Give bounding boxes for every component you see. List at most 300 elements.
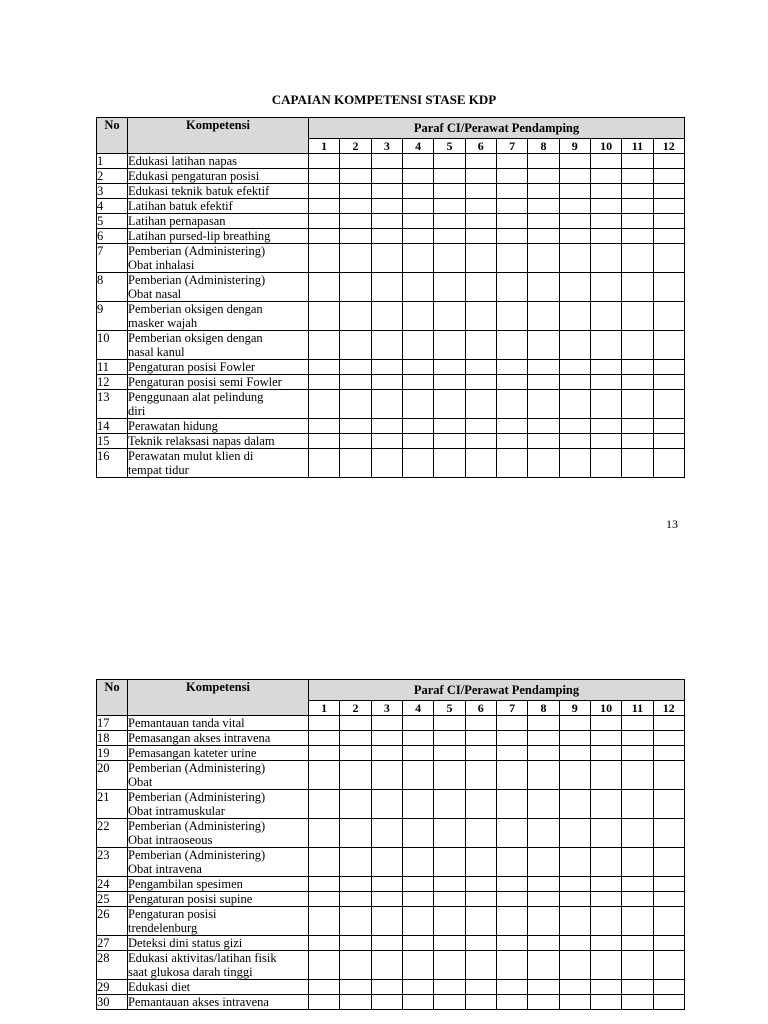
signature-cell[interactable] xyxy=(528,819,559,848)
signature-cell[interactable] xyxy=(371,980,402,995)
signature-cell[interactable] xyxy=(402,302,433,331)
signature-cell[interactable] xyxy=(371,731,402,746)
signature-cell[interactable] xyxy=(371,229,402,244)
signature-cell[interactable] xyxy=(496,154,527,169)
signature-cell[interactable] xyxy=(340,980,371,995)
signature-cell[interactable] xyxy=(340,360,371,375)
signature-cell[interactable] xyxy=(653,980,684,995)
signature-cell[interactable] xyxy=(590,819,621,848)
signature-cell[interactable] xyxy=(590,244,621,273)
signature-cell[interactable] xyxy=(340,746,371,761)
signature-cell[interactable] xyxy=(559,244,590,273)
signature-cell[interactable] xyxy=(371,449,402,478)
signature-cell[interactable] xyxy=(434,419,465,434)
signature-cell[interactable] xyxy=(434,302,465,331)
signature-cell[interactable] xyxy=(402,716,433,731)
signature-cell[interactable] xyxy=(309,184,340,199)
signature-cell[interactable] xyxy=(434,154,465,169)
signature-cell[interactable] xyxy=(309,244,340,273)
signature-cell[interactable] xyxy=(559,169,590,184)
signature-cell[interactable] xyxy=(340,229,371,244)
signature-cell[interactable] xyxy=(559,331,590,360)
signature-cell[interactable] xyxy=(434,716,465,731)
signature-cell[interactable] xyxy=(465,819,496,848)
signature-cell[interactable] xyxy=(465,716,496,731)
signature-cell[interactable] xyxy=(340,244,371,273)
signature-cell[interactable] xyxy=(434,273,465,302)
signature-cell[interactable] xyxy=(622,761,653,790)
signature-cell[interactable] xyxy=(590,877,621,892)
signature-cell[interactable] xyxy=(622,154,653,169)
signature-cell[interactable] xyxy=(309,716,340,731)
signature-cell[interactable] xyxy=(309,746,340,761)
signature-cell[interactable] xyxy=(590,390,621,419)
signature-cell[interactable] xyxy=(309,761,340,790)
signature-cell[interactable] xyxy=(496,746,527,761)
signature-cell[interactable] xyxy=(402,360,433,375)
signature-cell[interactable] xyxy=(402,169,433,184)
signature-cell[interactable] xyxy=(559,790,590,819)
signature-cell[interactable] xyxy=(402,907,433,936)
signature-cell[interactable] xyxy=(465,848,496,877)
signature-cell[interactable] xyxy=(496,273,527,302)
signature-cell[interactable] xyxy=(559,892,590,907)
signature-cell[interactable] xyxy=(496,819,527,848)
signature-cell[interactable] xyxy=(559,761,590,790)
signature-cell[interactable] xyxy=(622,892,653,907)
signature-cell[interactable] xyxy=(653,995,684,1010)
signature-cell[interactable] xyxy=(653,273,684,302)
signature-cell[interactable] xyxy=(371,790,402,819)
signature-cell[interactable] xyxy=(402,761,433,790)
signature-cell[interactable] xyxy=(653,761,684,790)
signature-cell[interactable] xyxy=(402,449,433,478)
signature-cell[interactable] xyxy=(309,214,340,229)
signature-cell[interactable] xyxy=(340,936,371,951)
signature-cell[interactable] xyxy=(496,892,527,907)
signature-cell[interactable] xyxy=(653,360,684,375)
signature-cell[interactable] xyxy=(371,907,402,936)
signature-cell[interactable] xyxy=(559,877,590,892)
signature-cell[interactable] xyxy=(559,951,590,980)
signature-cell[interactable] xyxy=(622,199,653,214)
signature-cell[interactable] xyxy=(559,419,590,434)
signature-cell[interactable] xyxy=(622,449,653,478)
signature-cell[interactable] xyxy=(309,819,340,848)
signature-cell[interactable] xyxy=(371,716,402,731)
signature-cell[interactable] xyxy=(434,746,465,761)
signature-cell[interactable] xyxy=(371,244,402,273)
signature-cell[interactable] xyxy=(340,434,371,449)
signature-cell[interactable] xyxy=(340,331,371,360)
signature-cell[interactable] xyxy=(528,848,559,877)
signature-cell[interactable] xyxy=(496,375,527,390)
signature-cell[interactable] xyxy=(653,790,684,819)
signature-cell[interactable] xyxy=(653,419,684,434)
signature-cell[interactable] xyxy=(528,877,559,892)
signature-cell[interactable] xyxy=(402,936,433,951)
signature-cell[interactable] xyxy=(559,746,590,761)
signature-cell[interactable] xyxy=(371,892,402,907)
signature-cell[interactable] xyxy=(309,951,340,980)
signature-cell[interactable] xyxy=(590,716,621,731)
signature-cell[interactable] xyxy=(528,360,559,375)
signature-cell[interactable] xyxy=(340,951,371,980)
signature-cell[interactable] xyxy=(434,731,465,746)
signature-cell[interactable] xyxy=(465,419,496,434)
signature-cell[interactable] xyxy=(622,302,653,331)
signature-cell[interactable] xyxy=(528,169,559,184)
signature-cell[interactable] xyxy=(559,360,590,375)
signature-cell[interactable] xyxy=(590,331,621,360)
signature-cell[interactable] xyxy=(371,199,402,214)
signature-cell[interactable] xyxy=(528,244,559,273)
signature-cell[interactable] xyxy=(309,331,340,360)
signature-cell[interactable] xyxy=(622,877,653,892)
signature-cell[interactable] xyxy=(309,449,340,478)
signature-cell[interactable] xyxy=(622,936,653,951)
signature-cell[interactable] xyxy=(622,746,653,761)
signature-cell[interactable] xyxy=(496,907,527,936)
signature-cell[interactable] xyxy=(371,761,402,790)
signature-cell[interactable] xyxy=(496,229,527,244)
signature-cell[interactable] xyxy=(402,980,433,995)
signature-cell[interactable] xyxy=(371,302,402,331)
signature-cell[interactable] xyxy=(465,273,496,302)
signature-cell[interactable] xyxy=(590,892,621,907)
signature-cell[interactable] xyxy=(528,273,559,302)
signature-cell[interactable] xyxy=(559,184,590,199)
signature-cell[interactable] xyxy=(309,273,340,302)
signature-cell[interactable] xyxy=(496,790,527,819)
signature-cell[interactable] xyxy=(309,419,340,434)
signature-cell[interactable] xyxy=(371,819,402,848)
signature-cell[interactable] xyxy=(559,390,590,419)
signature-cell[interactable] xyxy=(465,731,496,746)
signature-cell[interactable] xyxy=(528,995,559,1010)
signature-cell[interactable] xyxy=(371,273,402,302)
signature-cell[interactable] xyxy=(371,434,402,449)
signature-cell[interactable] xyxy=(528,936,559,951)
signature-cell[interactable] xyxy=(340,169,371,184)
signature-cell[interactable] xyxy=(590,360,621,375)
signature-cell[interactable] xyxy=(590,214,621,229)
signature-cell[interactable] xyxy=(340,790,371,819)
signature-cell[interactable] xyxy=(496,848,527,877)
signature-cell[interactable] xyxy=(622,331,653,360)
signature-cell[interactable] xyxy=(528,951,559,980)
signature-cell[interactable] xyxy=(371,995,402,1010)
signature-cell[interactable] xyxy=(590,761,621,790)
signature-cell[interactable] xyxy=(528,761,559,790)
signature-cell[interactable] xyxy=(465,229,496,244)
signature-cell[interactable] xyxy=(402,848,433,877)
signature-cell[interactable] xyxy=(309,892,340,907)
signature-cell[interactable] xyxy=(309,154,340,169)
signature-cell[interactable] xyxy=(465,761,496,790)
signature-cell[interactable] xyxy=(622,214,653,229)
signature-cell[interactable] xyxy=(434,907,465,936)
signature-cell[interactable] xyxy=(402,154,433,169)
signature-cell[interactable] xyxy=(434,761,465,790)
signature-cell[interactable] xyxy=(496,302,527,331)
signature-cell[interactable] xyxy=(653,434,684,449)
signature-cell[interactable] xyxy=(590,273,621,302)
signature-cell[interactable] xyxy=(371,951,402,980)
signature-cell[interactable] xyxy=(622,375,653,390)
signature-cell[interactable] xyxy=(590,980,621,995)
signature-cell[interactable] xyxy=(465,995,496,1010)
signature-cell[interactable] xyxy=(465,746,496,761)
signature-cell[interactable] xyxy=(622,244,653,273)
signature-cell[interactable] xyxy=(496,214,527,229)
signature-cell[interactable] xyxy=(590,199,621,214)
signature-cell[interactable] xyxy=(434,214,465,229)
signature-cell[interactable] xyxy=(340,716,371,731)
signature-cell[interactable] xyxy=(622,790,653,819)
signature-cell[interactable] xyxy=(559,375,590,390)
signature-cell[interactable] xyxy=(653,244,684,273)
signature-cell[interactable] xyxy=(434,995,465,1010)
signature-cell[interactable] xyxy=(340,273,371,302)
signature-cell[interactable] xyxy=(371,746,402,761)
signature-cell[interactable] xyxy=(371,331,402,360)
signature-cell[interactable] xyxy=(653,951,684,980)
signature-cell[interactable] xyxy=(622,419,653,434)
signature-cell[interactable] xyxy=(371,360,402,375)
signature-cell[interactable] xyxy=(402,419,433,434)
signature-cell[interactable] xyxy=(434,819,465,848)
signature-cell[interactable] xyxy=(465,790,496,819)
signature-cell[interactable] xyxy=(340,419,371,434)
signature-cell[interactable] xyxy=(528,199,559,214)
signature-cell[interactable] xyxy=(559,229,590,244)
signature-cell[interactable] xyxy=(559,199,590,214)
signature-cell[interactable] xyxy=(622,229,653,244)
signature-cell[interactable] xyxy=(559,302,590,331)
signature-cell[interactable] xyxy=(653,331,684,360)
signature-cell[interactable] xyxy=(559,936,590,951)
signature-cell[interactable] xyxy=(465,877,496,892)
signature-cell[interactable] xyxy=(496,877,527,892)
signature-cell[interactable] xyxy=(653,390,684,419)
signature-cell[interactable] xyxy=(528,184,559,199)
signature-cell[interactable] xyxy=(465,375,496,390)
signature-cell[interactable] xyxy=(496,449,527,478)
signature-cell[interactable] xyxy=(622,951,653,980)
signature-cell[interactable] xyxy=(465,449,496,478)
signature-cell[interactable] xyxy=(340,390,371,419)
signature-cell[interactable] xyxy=(434,877,465,892)
signature-cell[interactable] xyxy=(402,731,433,746)
signature-cell[interactable] xyxy=(371,169,402,184)
signature-cell[interactable] xyxy=(653,746,684,761)
signature-cell[interactable] xyxy=(590,995,621,1010)
signature-cell[interactable] xyxy=(402,273,433,302)
signature-cell[interactable] xyxy=(465,892,496,907)
signature-cell[interactable] xyxy=(434,390,465,419)
signature-cell[interactable] xyxy=(590,375,621,390)
signature-cell[interactable] xyxy=(653,892,684,907)
signature-cell[interactable] xyxy=(653,214,684,229)
signature-cell[interactable] xyxy=(309,169,340,184)
signature-cell[interactable] xyxy=(496,731,527,746)
signature-cell[interactable] xyxy=(402,229,433,244)
signature-cell[interactable] xyxy=(402,184,433,199)
signature-cell[interactable] xyxy=(340,761,371,790)
signature-cell[interactable] xyxy=(590,419,621,434)
signature-cell[interactable] xyxy=(528,419,559,434)
signature-cell[interactable] xyxy=(434,790,465,819)
signature-cell[interactable] xyxy=(309,848,340,877)
signature-cell[interactable] xyxy=(590,449,621,478)
signature-cell[interactable] xyxy=(496,199,527,214)
signature-cell[interactable] xyxy=(465,214,496,229)
signature-cell[interactable] xyxy=(371,390,402,419)
signature-cell[interactable] xyxy=(371,848,402,877)
signature-cell[interactable] xyxy=(528,746,559,761)
signature-cell[interactable] xyxy=(340,848,371,877)
signature-cell[interactable] xyxy=(496,761,527,790)
signature-cell[interactable] xyxy=(528,790,559,819)
signature-cell[interactable] xyxy=(434,360,465,375)
signature-cell[interactable] xyxy=(309,731,340,746)
signature-cell[interactable] xyxy=(465,434,496,449)
signature-cell[interactable] xyxy=(653,375,684,390)
signature-cell[interactable] xyxy=(402,746,433,761)
signature-cell[interactable] xyxy=(496,331,527,360)
signature-cell[interactable] xyxy=(496,434,527,449)
signature-cell[interactable] xyxy=(309,434,340,449)
signature-cell[interactable] xyxy=(465,390,496,419)
signature-cell[interactable] xyxy=(434,229,465,244)
signature-cell[interactable] xyxy=(340,731,371,746)
signature-cell[interactable] xyxy=(340,199,371,214)
signature-cell[interactable] xyxy=(309,229,340,244)
signature-cell[interactable] xyxy=(528,434,559,449)
signature-cell[interactable] xyxy=(434,184,465,199)
signature-cell[interactable] xyxy=(371,375,402,390)
signature-cell[interactable] xyxy=(371,419,402,434)
signature-cell[interactable] xyxy=(340,154,371,169)
signature-cell[interactable] xyxy=(528,154,559,169)
signature-cell[interactable] xyxy=(340,877,371,892)
signature-cell[interactable] xyxy=(402,819,433,848)
signature-cell[interactable] xyxy=(402,390,433,419)
signature-cell[interactable] xyxy=(528,390,559,419)
signature-cell[interactable] xyxy=(622,907,653,936)
signature-cell[interactable] xyxy=(309,375,340,390)
signature-cell[interactable] xyxy=(402,892,433,907)
signature-cell[interactable] xyxy=(402,375,433,390)
signature-cell[interactable] xyxy=(622,184,653,199)
signature-cell[interactable] xyxy=(528,449,559,478)
signature-cell[interactable] xyxy=(653,731,684,746)
signature-cell[interactable] xyxy=(465,154,496,169)
signature-cell[interactable] xyxy=(309,790,340,819)
signature-cell[interactable] xyxy=(434,244,465,273)
signature-cell[interactable] xyxy=(653,229,684,244)
signature-cell[interactable] xyxy=(528,731,559,746)
signature-cell[interactable] xyxy=(465,951,496,980)
signature-cell[interactable] xyxy=(622,731,653,746)
signature-cell[interactable] xyxy=(590,790,621,819)
signature-cell[interactable] xyxy=(590,229,621,244)
signature-cell[interactable] xyxy=(528,331,559,360)
signature-cell[interactable] xyxy=(340,892,371,907)
signature-cell[interactable] xyxy=(622,848,653,877)
signature-cell[interactable] xyxy=(496,169,527,184)
signature-cell[interactable] xyxy=(402,244,433,273)
signature-cell[interactable] xyxy=(309,199,340,214)
signature-cell[interactable] xyxy=(622,434,653,449)
signature-cell[interactable] xyxy=(434,449,465,478)
signature-cell[interactable] xyxy=(528,214,559,229)
signature-cell[interactable] xyxy=(590,936,621,951)
signature-cell[interactable] xyxy=(402,199,433,214)
signature-cell[interactable] xyxy=(309,302,340,331)
signature-cell[interactable] xyxy=(559,716,590,731)
signature-cell[interactable] xyxy=(309,877,340,892)
signature-cell[interactable] xyxy=(309,907,340,936)
signature-cell[interactable] xyxy=(340,375,371,390)
signature-cell[interactable] xyxy=(653,449,684,478)
signature-cell[interactable] xyxy=(528,892,559,907)
signature-cell[interactable] xyxy=(465,184,496,199)
signature-cell[interactable] xyxy=(465,331,496,360)
signature-cell[interactable] xyxy=(622,980,653,995)
signature-cell[interactable] xyxy=(496,951,527,980)
signature-cell[interactable] xyxy=(496,244,527,273)
signature-cell[interactable] xyxy=(340,302,371,331)
signature-cell[interactable] xyxy=(590,731,621,746)
signature-cell[interactable] xyxy=(496,184,527,199)
signature-cell[interactable] xyxy=(434,434,465,449)
signature-cell[interactable] xyxy=(434,951,465,980)
signature-cell[interactable] xyxy=(309,936,340,951)
signature-cell[interactable] xyxy=(559,214,590,229)
signature-cell[interactable] xyxy=(653,936,684,951)
signature-cell[interactable] xyxy=(402,331,433,360)
signature-cell[interactable] xyxy=(653,302,684,331)
signature-cell[interactable] xyxy=(559,848,590,877)
signature-cell[interactable] xyxy=(590,154,621,169)
signature-cell[interactable] xyxy=(402,434,433,449)
signature-cell[interactable] xyxy=(465,980,496,995)
signature-cell[interactable] xyxy=(559,154,590,169)
signature-cell[interactable] xyxy=(402,995,433,1010)
signature-cell[interactable] xyxy=(559,731,590,746)
signature-cell[interactable] xyxy=(496,995,527,1010)
signature-cell[interactable] xyxy=(653,907,684,936)
signature-cell[interactable] xyxy=(465,302,496,331)
signature-cell[interactable] xyxy=(434,848,465,877)
signature-cell[interactable] xyxy=(496,360,527,375)
signature-cell[interactable] xyxy=(622,360,653,375)
signature-cell[interactable] xyxy=(590,302,621,331)
signature-cell[interactable] xyxy=(465,936,496,951)
signature-cell[interactable] xyxy=(528,229,559,244)
signature-cell[interactable] xyxy=(309,390,340,419)
signature-cell[interactable] xyxy=(496,419,527,434)
signature-cell[interactable] xyxy=(559,980,590,995)
signature-cell[interactable] xyxy=(528,716,559,731)
signature-cell[interactable] xyxy=(309,980,340,995)
signature-cell[interactable] xyxy=(496,716,527,731)
signature-cell[interactable] xyxy=(653,184,684,199)
signature-cell[interactable] xyxy=(340,907,371,936)
signature-cell[interactable] xyxy=(653,877,684,892)
